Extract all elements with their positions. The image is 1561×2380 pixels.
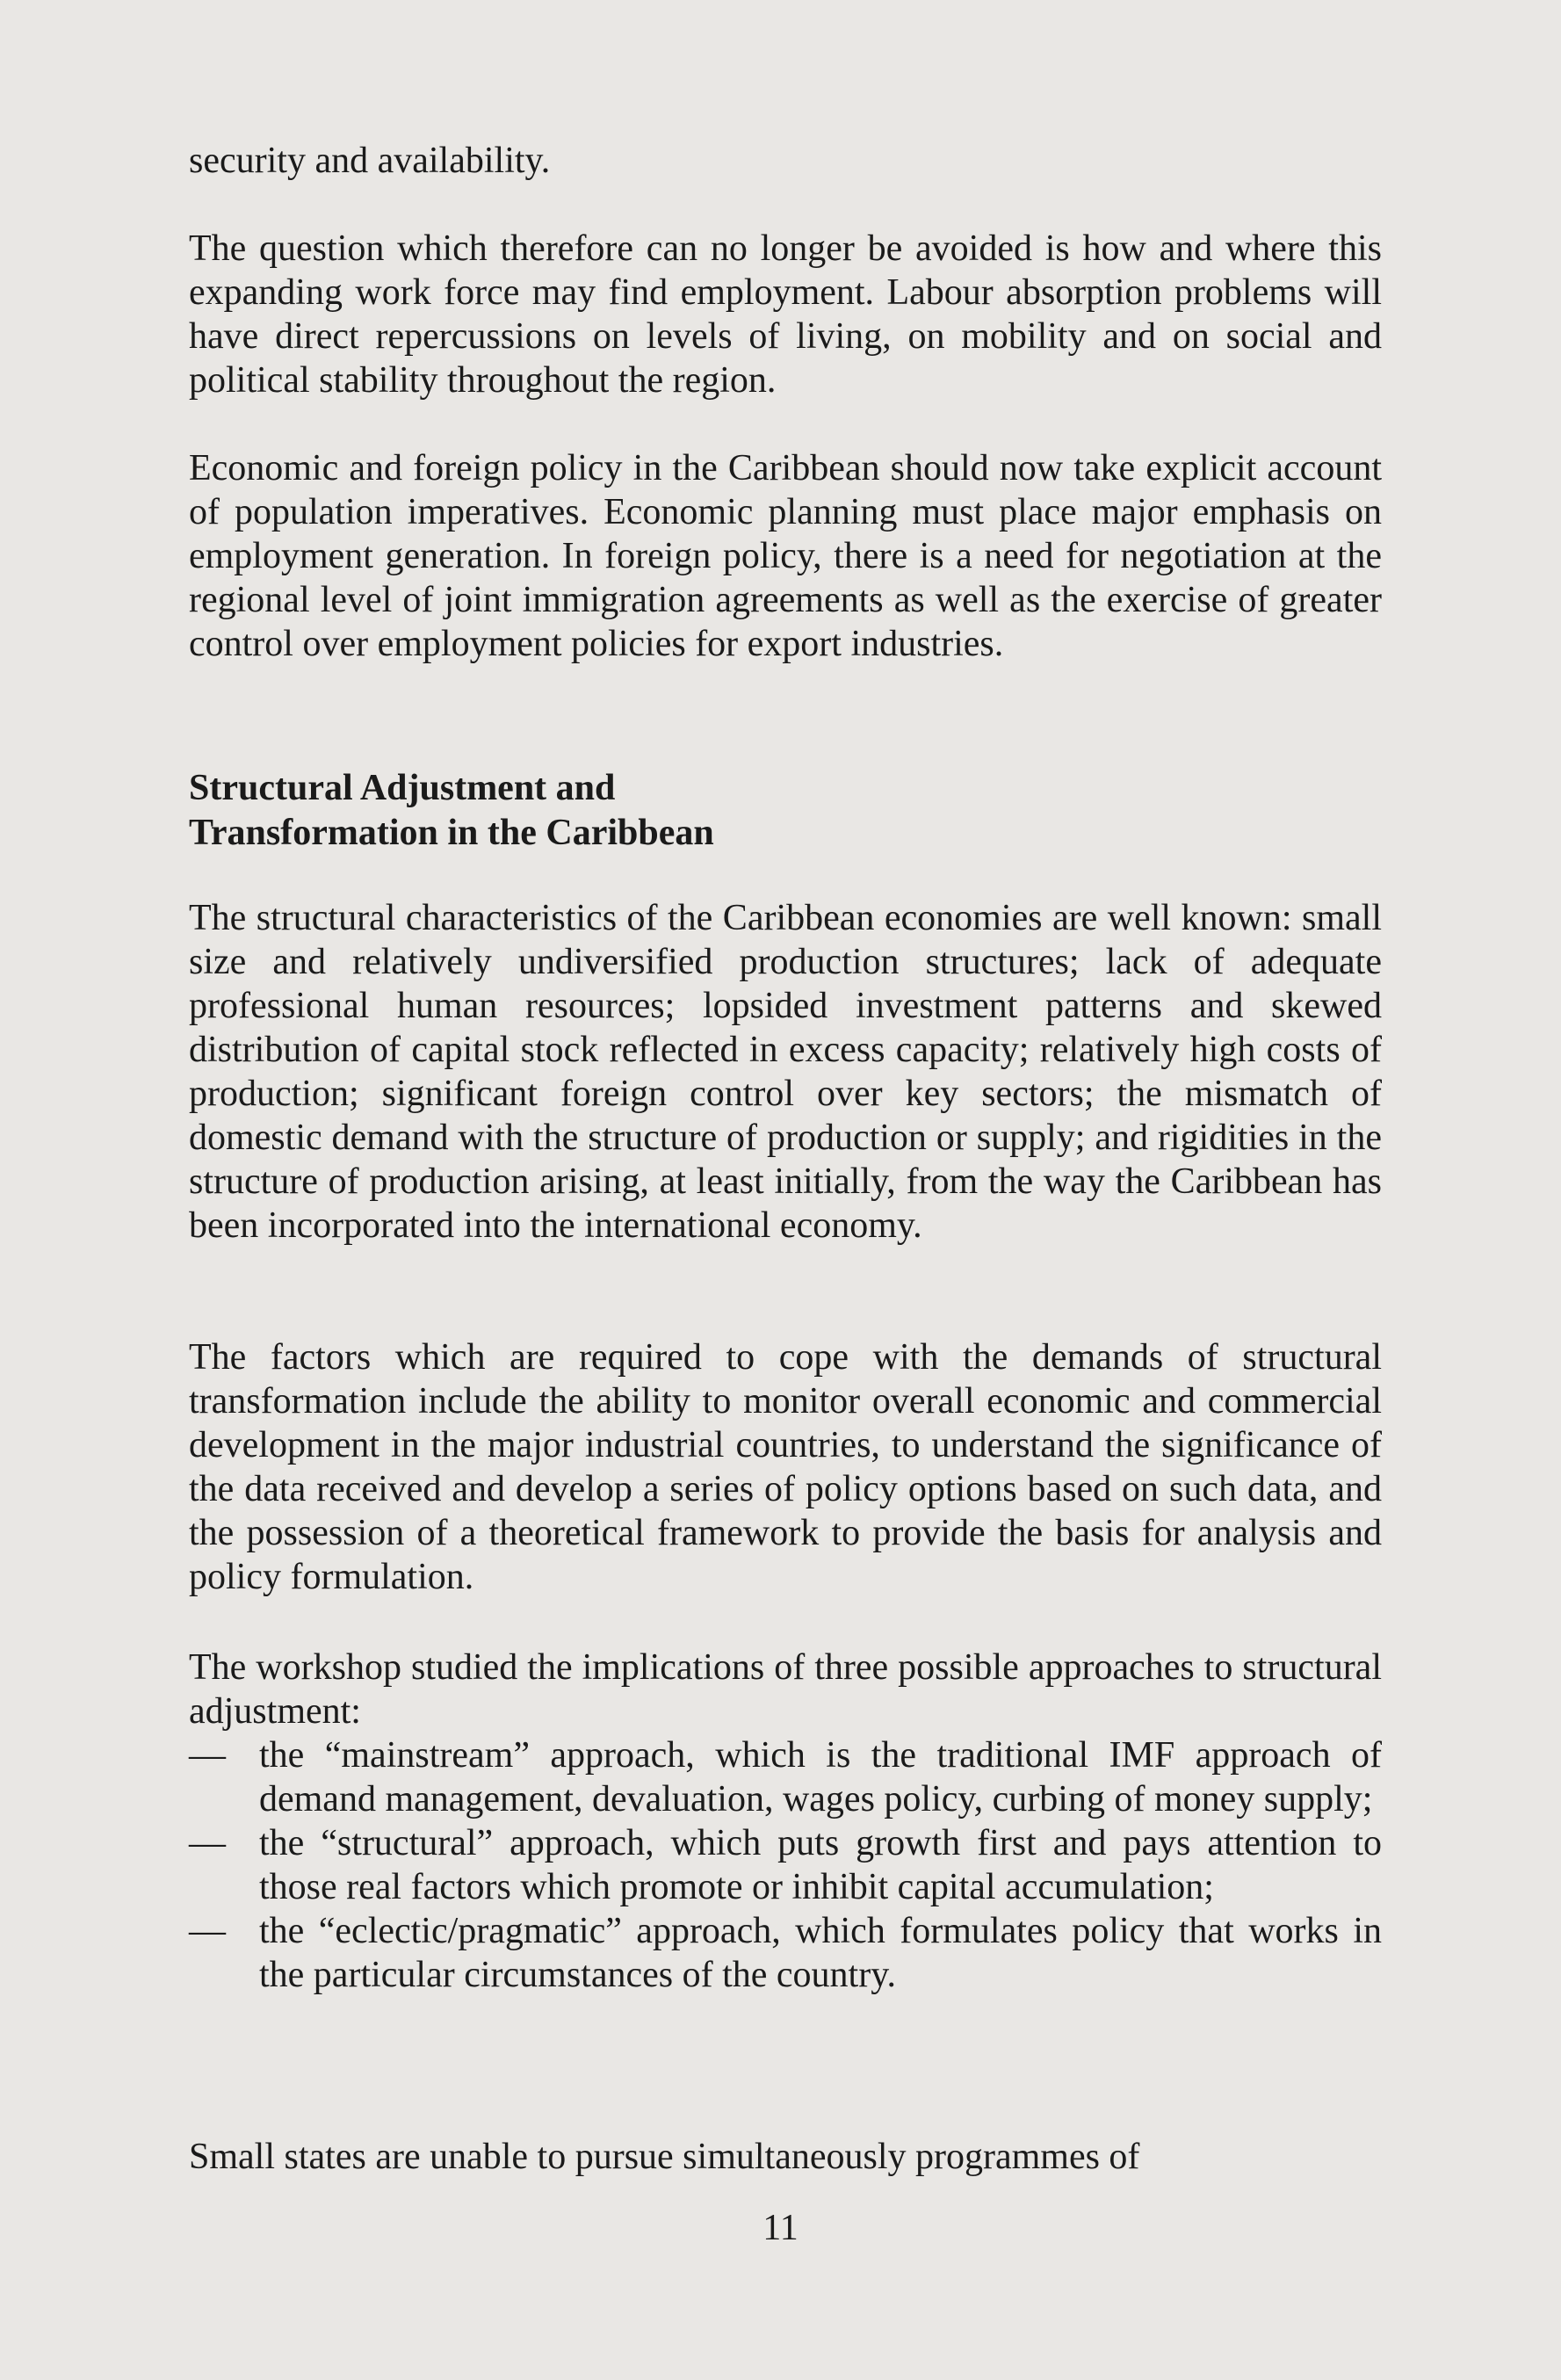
heading-line-2: Transformation in the Caribbean (189, 813, 714, 853)
list-item-text: the “structural” approach, which puts growth first and pays attention to those real factors which promote or inhibit capital accumulation; (259, 1823, 1382, 1907)
list-item (189, 1821, 1382, 1909)
heading-line-1: Structural Adjustment and (189, 768, 616, 808)
paragraph-factors: The factors which are required to cope with the demands of structural transformation include the ability to monitor overall economic and commercial development in the major industrial countries, to understand the significance of the data received and develop a series of policy options based on such data, and the possession of a theoretical framework to provide the basis for analysis and policy formulation. (189, 1337, 1382, 1597)
dash-bullet: — (189, 1735, 226, 1776)
list-item (189, 1733, 1382, 1821)
dash-bullet: — (189, 1823, 226, 1863)
paragraph-workshop: The workshop studied the implications of three possible approaches to structural adjustment: (189, 1647, 1382, 1732)
section-heading (189, 766, 1382, 856)
paragraph-fragment: security and availability. (189, 141, 551, 181)
list-item (189, 1909, 1382, 1997)
paragraph-employment: The question which therefore can no longer be avoided is how and where this expanding work force may find employment. Labour absorption problems will have direct repercussions on levels of living, on mobility and on social and political stability throughout the region. (189, 228, 1382, 401)
approaches-section (189, 1646, 1382, 1997)
dash-bullet: — (189, 1911, 226, 1951)
list-item-text: the “eclectic/pragmatic” approach, which formulates policy that works in the particular circumstances of the country. (259, 1911, 1382, 1995)
paragraph-policy: Economic and foreign policy in the Caribbean should now take explicit account of population imperatives. Economic planning must place major emphasis on employment generation. In foreign policy, there is a need for negotiation at the regional level of joint immigration agreements as well as the exercise of greater control over employment policies for export industries. (189, 448, 1382, 664)
page-number: 11 (762, 2208, 799, 2248)
paragraph-characteristics: The structural characteristics of the Caribbean economies are well known: small size and relatively undiversified production structures; lack of adequate professional human resources; lopsided investment patterns and skewed distribution of capital stock reflected in excess capacity; relatively high costs of production; significant foreign control over key sectors; the mismatch of domestic demand with the structure of production or supply; and rigidities in the structure of production arising, at least initially, from the way the Caribbean has been incorporated into the international economy. (189, 898, 1382, 1246)
paragraph-small-states: Small states are unable to pursue simultaneously programmes of (189, 2137, 1140, 2177)
list-item-text: the “mainstream” approach, which is the traditional IMF approach of demand management, devaluation, wages policy, curbing of money supply; (259, 1735, 1382, 1819)
